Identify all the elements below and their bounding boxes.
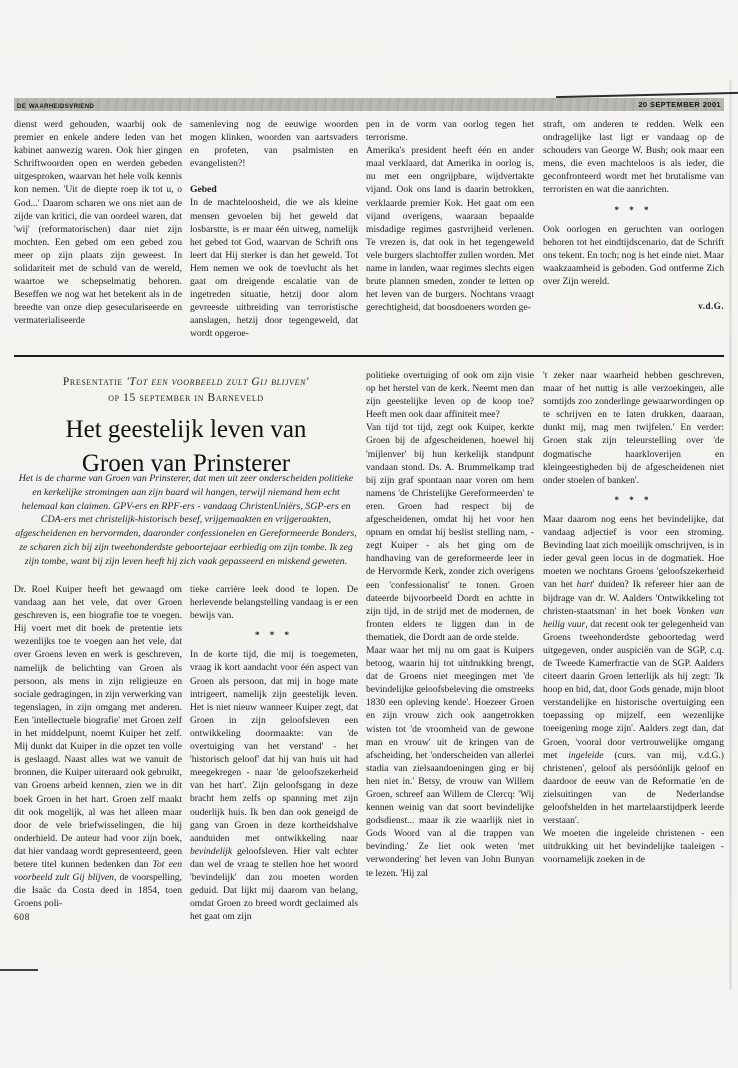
top-article-column-4: [543, 118, 724, 313]
feature-column-a: [14, 583, 182, 924]
kicker-quote: 'Tot een voorbeeld zult Gij blijven': [126, 376, 310, 388]
feature-column-b: [190, 583, 358, 923]
paragraph: politieke overtuiging of ook om zijn visie op het herstel van de kerk. Neemt men dan zijn geestelijke leven op de koop toe? Heeft men ook daar affiniteit mee?: [366, 370, 534, 421]
stars-separator: * * *: [614, 494, 653, 505]
paragraph-text: , de voorspelling, die Isaäc da Costa deed in 1854, toen Groens poli-: [14, 872, 182, 910]
paragraph: We moeten die ingeleide christenen - een uitdrukking uit het bevindelijke taaleigen - voornamelijk zoeken in de: [543, 828, 724, 866]
paragraph: Maar waar het mij nu om gaat is Kuipers betoog, waarin hij tot uitdrukking brengt, dat de Groens niet meegingen met 'de bevindelijke geloofsbeleving die omstreeks 1830 een opleving kende'. Hoezeer Groen en zijn vrouw zich ook aangetrokken wisten tot 'de vroomheid van de gewone man en vrouw' uit de kringen van de afscheiding, het 'onderscheiden van allerlei stadia van zielsaandoeningen ging er bij hen niet in.' Betsy, de vrouw van Willem Groen, schreef aan Willem de Clercq: 'Wij kennen weinig van dat soort bevindelijke godsdienst... maar ik zie waarlijk niet in Gods Woord van al die trappen van bevinding.' Ze liet ook weten 'met verwondering' het leven van John Bunyan te lezen. 'Hij zal: [366, 644, 534, 879]
feature-kicker: [14, 374, 358, 406]
author-initials: v.d.G.: [698, 301, 724, 312]
masthead-bar: [14, 98, 724, 111]
book-title-italic: Vonken van heilig vuur: [543, 605, 724, 630]
italic-term: ingeleide: [568, 749, 604, 761]
paragraph-text: (curs. van mij, v.d.G.) christenen', geloof als persóónlijk geloof en daardoor de eeuw van de Reformatie 'en de zielsuitingen van de Nederlandse geloofshelden in het martelaarstijdperk leerde verstaan'.: [543, 749, 724, 827]
paragraph-text: ' duiden? Ik refereer hier aan de bijdrage van dr. W. Aalders 'Ontwikkeling tot christen-staatsman' in het boek: [543, 579, 725, 617]
paragraph: [190, 648, 358, 923]
paragraph-text: In de korte tijd, die mij is toegemeten, vraag ik kort aandacht voor één aspect van Groen als persoon, dat mij in hoge mate intrigeert, namelijk zijn geestelijk leven. Het is niet nieuw wanneer Kuiper zegt, dat Groen in zijn geloofsleven een ontwikkeling doormaakte: van 'de overtuiging van het verstand' - het 'historisch geloof' dat hij van huis uit had meegekregen - naar 'de geloofszekerheid van het hart'. Zijn geloofsgang in deze bracht hem zelfs op spanning met zijn ouderlijk huis. Ik ben dan ook geneigd de gang van Groen in deze kortheidshalve aanduiden met ontwikkeling naar: [190, 649, 358, 844]
subheading-gebed: Gebed: [190, 184, 217, 196]
issue-date: 20 SEPTEMBER 2001: [638, 100, 721, 109]
page-number: 608: [14, 912, 30, 924]
masthead-title: de waarheidsvriend: [17, 99, 95, 110]
paragraph: Ook oorlogen en geruchten van oorlogen behoren tot het eindtijdscenario, dat de Schrift ons tekent. En toch; nog is het einde niet. Maar waakzaamheid is geboden. God ontferme Zich over Zijn wereld.: [543, 223, 724, 288]
paragraph: [543, 513, 724, 827]
top-article-column-3: [366, 118, 534, 314]
feature-title-line-2: Groen van Prinsterer: [81, 450, 291, 477]
paragraph-text: Maar daarom nog eens het bevindelijke, dat vandaag adjectief is voor een stroming. Bevinding laat zich moeilijk omschrijven, is in ieder geval geen locus in de dogmatiek. Hoe moeten we nochtans Groens 'geloofszekerheid van het: [543, 513, 724, 591]
paragraph-text: geloofsleven. Hier valt echter dan wel de vraag te stellen hoe het woord 'bevindelijk' dan zou moeten worden geduid. Dat lijkt mij daarom van belang, omdat Groen zo breed wordt geclaimed als het gaat om zijn: [190, 845, 358, 923]
section-divider-rule: [14, 355, 724, 357]
paragraph: pen in de vorm van oorlog tegen het terrorisme.: [366, 119, 534, 144]
feature-column-d: [543, 369, 724, 866]
italic-term: hart: [576, 579, 593, 591]
paragraph-text: , dat recent ook ter gelegenheid van Groens tweehonderdste geboortedag werd uitgegeven, onder auspiciën van de SGP, c.q. de Tweede Kamerfractie van de SGP. Aalders citeert daarin Groen letterlijk als hij zegt: 'Ik hoop en bid, dat, door Gods genade, mijn bloot verstandelijke en historische overtuiging een toepassing op mijzelf, een wezenlijke toeeigening moge zijn'. Aalders zegt dan, dat Groen, 'vooral door vertrouwelijke omgang met: [543, 618, 724, 761]
kicker-line-2: op 15 september in Barneveld: [108, 392, 264, 404]
paragraph: straft, om anderen te redden. Welk een ondragelijke last ligt er vandaag op de schouders van George W. Bush; ook maar een mens, die even machteloos is als ieder, die geconfronteerd wordt met het brutalisme van terroristen en wat die aanrichten.: [543, 119, 724, 196]
page-edge-shadow: [729, 80, 732, 990]
kicker-prefix: Presentatie: [62, 376, 127, 388]
paragraph-text: Dr. Roel Kuiper heeft het gewaagd om vandaag aan het vele, dat over Groen geschreven is, een biografie toe te voegen. Hij voert met dit boek de pretentie iets wezenlijks toe te voegen aan het vele, dat over Groens leven en werk is geschreven, namelijk de belichting van Groen als persoon, als mens in zijn religieuze en sociale gedragingen, in zijn verwerking van tegenslagen, in zijn omgang met anderen. Een 'intellectuele biografie' met Groen zelf in het middelpunt, noemt Kuiper het zelf. Mij dunkt dat Kuiper in die opzet ten volle is geslaagd. Naast alles wat we vanuit de bronnen, die Kuiper uiteraard ook gebruikt, van Groens arbeid kennen, zien we in dit boek Groen in het hart. Groen zelf maakt dit ook mogelijk, al was het alleen maar door de vele briefwisselingen, die hij onderhield. De auteur had voor zijn boek, dat hier vandaag wordt gepresenteerd, geen betere titel kunnen bedenken dan: [14, 584, 182, 870]
paragraph: samenleving nog de eeuwige woorden mogen klinken, woorden van aartsvaders en profeten, van psalmisten en evangelisten?!: [190, 119, 358, 170]
feature-column-c: [366, 369, 534, 880]
paragraph: 't zeker naar waarheid hebben geschreven, maar of het nuttig is alle verzoekingen, alle somtijds zoo zonderlinge gewaarwordingen op te schrijven en te laten drukken, daaraan, dunkt mij, mag men twijfelen.' En verder: Groen stak zijn teleurstelling over 'de dogmatische haarkloverijen en kleingeestigheden bij de afgescheidenen niet onder stoelen of banken'.: [543, 370, 724, 486]
top-article-column-2: [190, 118, 358, 341]
top-article-column-1: [14, 118, 182, 328]
paragraph: tieke carrière leek dood te lopen. De herlevende belangstelling vandaag is er een bewijs van.: [190, 584, 358, 622]
feature-intro: Het is de charme van Groen van Prinsterer, dat men uit zeer onderscheiden politieke en kerkelijke stromingen aan zijn baard wil hangen, terwijl niemand hem echt helemaal kan claimen. GPV-ers en RPF-ers - vandaag ChristenUniërs, SGP-ers en CDA-ers met christelijk-historisch besef, vrijgemaakten en vrijgeraakten, afgescheidenen en hervormden, daaronder confessionelen en Gereformeerde Bonders, ze scharen zich bij zijn tweehonderdste geboortejaar eerbiedig om zijn tombe. Ik zeg zijn tombe, want bij zijn leven heeft hij zich vaak gepasseerd en miskend geweten.: [15, 473, 357, 567]
paragraph: In de machteloosheid, die we als kleine mensen gevoelen bij het geweld dat losbarstte, is er maar één uitweg, namelijk het gebed tot God, waarvan de Schrift ons leert dat Hij sterker is dan het geweld. Tot Hem nemen we ook de toevlucht als het gaat om dreigende escalatie van de ingetreden situatie, hetzij door alom gevreesde uitbreiding van terroristische aanslagen, hetzij door tegengeweld, dat wordt opgeroe-: [190, 197, 358, 340]
italic-term: bevindelijk: [190, 845, 233, 857]
paragraph: Amerika's president heeft één en ander maal verklaard, dat Amerika in oorlog is, nu met een ongrijpbare, wijdvertakte vijand. Ook ons land is daarin betrokken, verklaarde premier Kok. Het gaat om een vijand overigens, waaraan bepaalde misdadige regimes gastvrijheid verlenen. Te vrezen is, dat ook in het tegengeweld vele burgers slachtoffer zullen worden. Met name in landen, waar regimes slechts eigen brute plannen smeden, zonder te letten op het leven van de burgers. Nochtans vraagt gerechtigheid, dat boosdoeners worden ge-: [366, 145, 534, 314]
paragraph: [14, 583, 182, 910]
book-title-italic: Tot een voorbeeld zult Gij blijven: [14, 858, 182, 884]
feature-headline-block: [14, 374, 358, 481]
paragraph: Van tijd tot tijd, zegt ook Kuiper, kerkte Groen bij de afgescheidenen, hoewel hij 'mijlenver' bij hun kerkelijk standpunt vandaan stond. Ds. A. Brummelkamp trad bij zijn graf spontaan naar voren om hem namens 'de Christelijke Gereformeerden' te eren. Groen had respect bij de afgescheidenen, omdat hij het voor hen opnam en omdat hij beslist stelling nam, - zegt Kuiper - als het ging om de handhaving van de gereformeerde leer in de Hervormde Kerk, zonder zich overigens een 'confessionalist' te tonen. Groen dateerde bijvoorbeeld Dordt en achtte in zijn tijd, in de strijd met de modernen, de fronten elders te liggen dan in de thematiek, die Dordt aan de orde stelde.: [366, 422, 534, 643]
paragraph: dienst werd gehouden, waarbij ook de premier en enkele andere leden van het kabinet aanwezig waren. Ook hier gingen Schriftwoorden open en werden gebeden uitgesproken, waarvan het hele volk kennis kon nemen. 'Uit de diepte roep ik tot u, o God...' Daarom scharen we ons niet aan de zijde van kritici, die van oordeel waren, dat 'wij' (reformatorischen) daar niet zijn mochten. Een gebed om een gebed zou meer op zijn plaats zijn geweest. In solidariteit met de schuld van de wereld, waartoe we schepselmatig behoren. Beseffen we nog wat het betekent als in de breedte van onze diep geseculariseerde en vermaterialiseerde: [14, 119, 182, 327]
footer-rule: [0, 969, 38, 971]
stars-separator: * * *: [614, 204, 653, 215]
feature-title-line-1: Het geestelijk leven van: [65, 416, 307, 443]
feature-title: [14, 413, 358, 481]
stars-separator: * * *: [255, 630, 293, 641]
